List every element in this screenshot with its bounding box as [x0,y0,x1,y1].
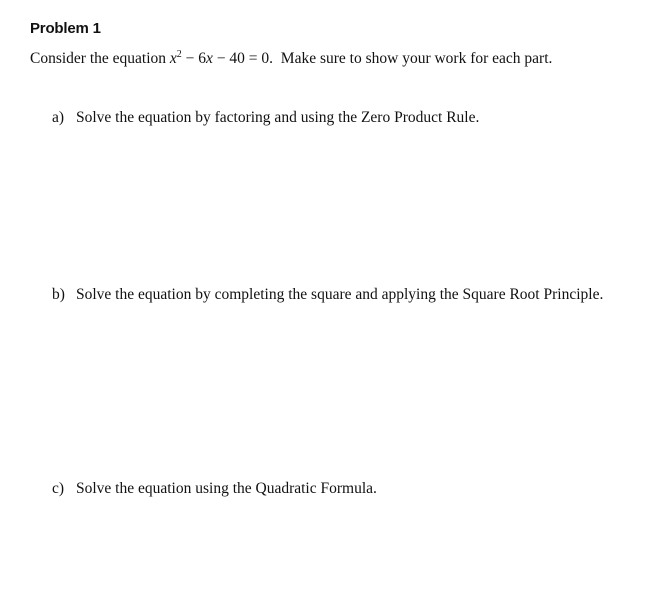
equation-end: − 40 = 0. [212,50,274,67]
part-b-text: Solve the equation by completing the square and applying the Square Root Principle. [76,286,604,303]
equation-exponent: 2 [176,49,182,60]
intro-text-after: Make sure to show your work for each part. [273,50,553,67]
equation-variable-2: x [206,50,213,67]
part-c-letter: c) [52,480,65,497]
part-c-text: Solve the equation using the Quadratic Formula. [76,480,377,497]
part-b-letter: b) [52,286,65,303]
intro-text-before: Consider the equation [30,50,170,67]
equation-middle: − 6 [181,50,207,67]
part-a-text: Solve the equation by factoring and using the Zero Product Rule. [76,109,480,126]
part-a [52,109,479,127]
part-c [52,480,377,498]
equation [170,50,273,67]
part-b [52,286,603,304]
problem-statement [30,50,552,68]
equation-variable: x [169,50,177,67]
problem-title: Problem 1 [30,20,101,37]
part-a-letter: a) [52,109,65,126]
